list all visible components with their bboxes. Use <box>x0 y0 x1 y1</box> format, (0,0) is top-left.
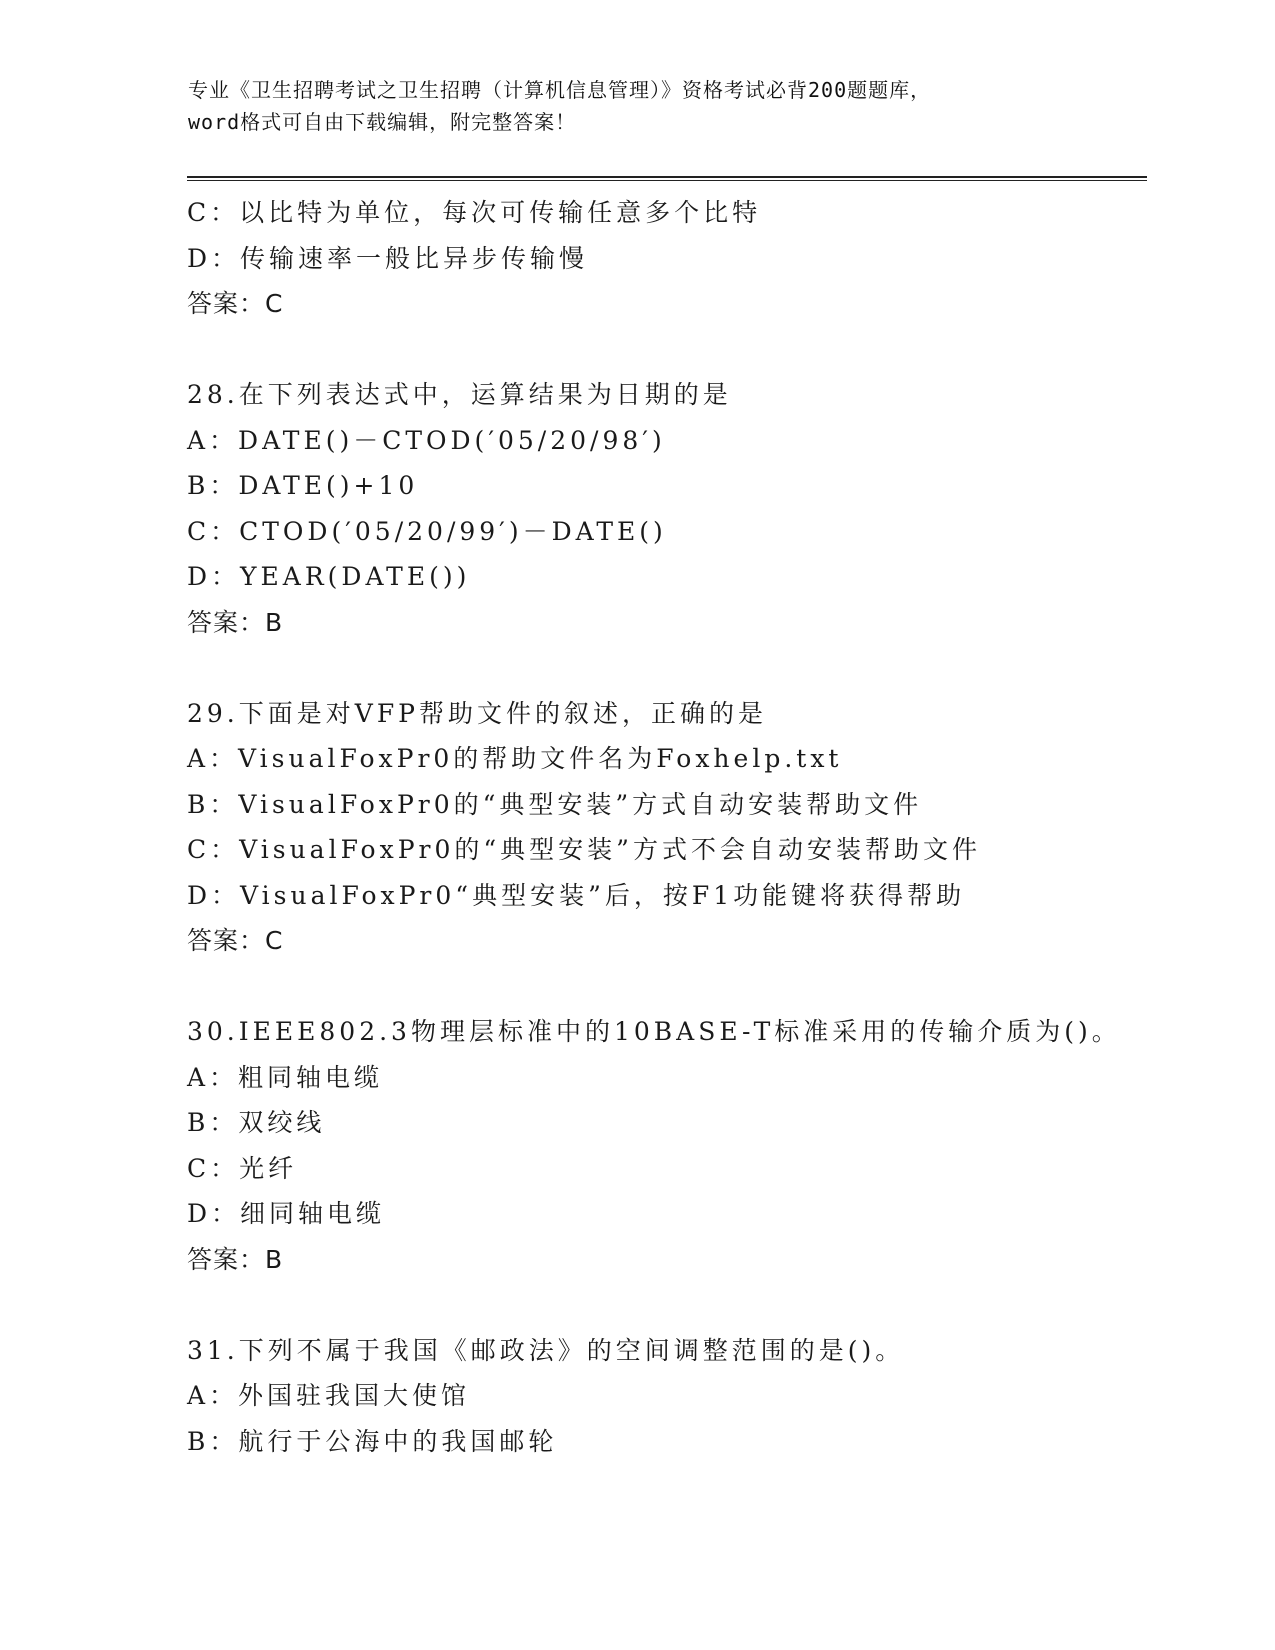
answer-line: 答案：B <box>187 1244 284 1274</box>
option-c: C：CTOD(′05/20/99′)－DATE() <box>187 516 667 546</box>
answer-line: 答案：C <box>187 926 284 955</box>
question-stem: 28.在下列表达式中，运算结果为日期的是 <box>187 380 732 409</box>
option-a: A：粗同轴电缆 <box>187 1062 384 1092</box>
question-list <box>187 190 1147 1464</box>
header-divider <box>187 176 1147 181</box>
header-line-1: 专业《卫生招聘考试之卫生招聘（计算机信息管理）》资格考试必背200题题库， <box>188 78 932 102</box>
option-d: D：VisualFoxPr0“典型安装”后，按F1功能键将获得帮助 <box>187 880 966 910</box>
question-28 <box>187 372 1147 645</box>
question-27-tail <box>187 190 1147 327</box>
option-d: D：YEAR(DATE()) <box>187 562 471 591</box>
option-c: C：以比特为单位，每次可传输任意多个比特 <box>187 198 762 227</box>
option-c: C：光纤 <box>187 1153 298 1183</box>
question-stem: 29.下面是对VFP帮助文件的叙述，正确的是 <box>187 698 767 728</box>
question-29 <box>187 691 1147 964</box>
answer-line: 答案：B <box>187 607 284 637</box>
option-a: A：外国驻我国大使馆 <box>187 1381 471 1410</box>
option-b: B：航行于公海中的我国邮轮 <box>187 1426 558 1456</box>
option-d: D：细同轴电缆 <box>187 1199 386 1228</box>
option-b: B：VisualFoxPr0的“典型安装”方式自动安装帮助文件 <box>187 789 923 819</box>
question-stem: 30.IEEE802.3物理层标准中的10BASE-T标准采用的传输介质为()。 <box>187 1017 1121 1046</box>
option-b: B：DATE()+10 <box>187 471 419 500</box>
option-d: D：传输速率一般比异步传输慢 <box>187 243 589 273</box>
answer-line: 答案：C <box>187 289 284 318</box>
question-30 <box>187 1009 1147 1282</box>
option-b: B：双绞线 <box>187 1108 326 1137</box>
question-stem: 31.下列不属于我国《邮政法》的空间调整范围的是()。 <box>187 1335 905 1365</box>
option-a: A：DATE()－CTOD(′05/20/98′) <box>187 425 666 455</box>
header-line-2: word格式可自由下载编辑，附完整答案！ <box>188 110 577 134</box>
option-a: A：VisualFoxPr0的帮助文件名为Foxhelp.txt <box>187 744 843 773</box>
question-31 <box>187 1328 1147 1465</box>
option-c: C：VisualFoxPr0的“典型安装”方式不会自动安装帮助文件 <box>187 835 981 864</box>
document-header <box>188 74 1088 138</box>
